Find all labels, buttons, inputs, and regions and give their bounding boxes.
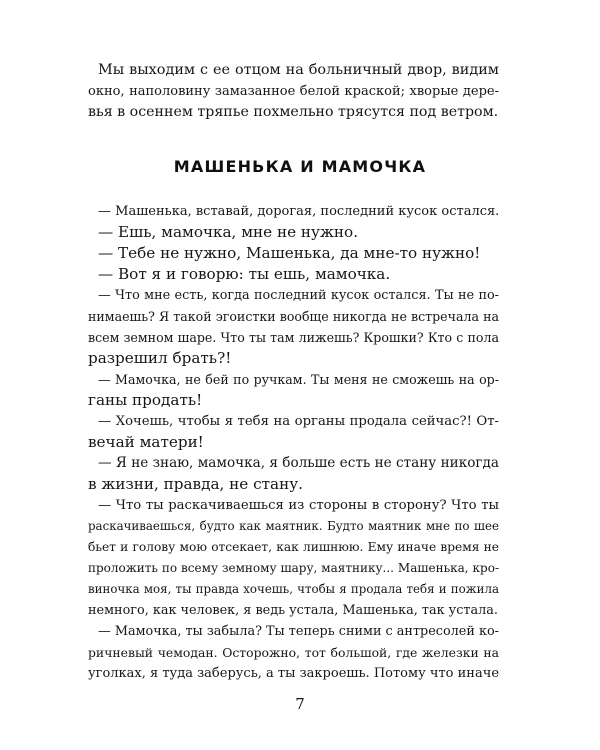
body-line: ричневый чемодан. Осторожно, тот большой, где железки на <box>88 645 499 660</box>
body-line: виночка моя, ты правда хочешь, чтобы я продала тебя и пожила <box>88 582 499 596</box>
body-line: раскачиваешься, будто как маятник. Будто маятник мне по шее <box>88 519 499 533</box>
body-line: — Мамочка, не бей по ручкам. Ты меня не сможешь на ор- <box>98 372 499 387</box>
body-line: — Что мне есть, когда последний кусок остался. Ты не по- <box>98 288 499 303</box>
body-line: немного, как человек, я ведь устала, Машенька, так устала. <box>88 603 498 618</box>
chapter-title: МАШЕНЬКА И МАМОЧКА <box>173 157 427 176</box>
body-line: уголках, я туда заберусь, а ты закроешь. Потому что иначе <box>88 666 500 681</box>
body-line: — Тебе не нужно, Машенька, да мне-то нужно! <box>98 244 481 262</box>
body-line: — Хочешь, чтобы я тебя на органы продала сейчас?! От- <box>98 414 499 429</box>
body-line: — Мамочка, ты забыла? Ты теперь сними с антресолей ко- <box>98 624 499 639</box>
intro-line: вья в осеннем тряпье похмельно трясутся под ветром. <box>88 104 499 120</box>
page-number: 7 <box>295 695 305 713</box>
body-line: — Вот я и говорю: ты ешь, мамочка. <box>98 265 391 283</box>
body-line: бьет и голову мою отсекает, как лишнюю. Ему иначе время не <box>88 540 499 554</box>
body-line: вечай матери! <box>88 433 204 451</box>
body-line: всем земном шаре. Что ты там лижешь? Крошки? Кто с пола <box>88 330 499 345</box>
body-line: — Машенька, вставай, дорогая, последний кусок остался. <box>98 204 500 219</box>
body-line: проложить по всему земному шару, маятнику... Машенька, кро- <box>88 561 499 575</box>
body-line: — Я не знаю, мамочка, я больше есть не стану никогда <box>98 455 500 471</box>
body-line: — Ешь, мамочка, мне не нужно. <box>98 223 359 241</box>
body-line: в жизни, правда, не стану. <box>88 475 303 493</box>
intro-line: Мы выходим с ее отцом на больничный двор, видим <box>98 62 499 78</box>
body-line: — Что ты раскачиваешься из стороны в сторону? Что ты <box>98 498 499 513</box>
intro-line: окно, наполовину замазанное белой краской; хворые дере- <box>88 84 499 99</box>
body-line: нимаешь? Я такой эгоистки вообще никогда не встречала на <box>88 309 499 324</box>
body-line: разрешил брать?! <box>88 349 232 367</box>
body-line: ганы продать! <box>88 391 203 409</box>
